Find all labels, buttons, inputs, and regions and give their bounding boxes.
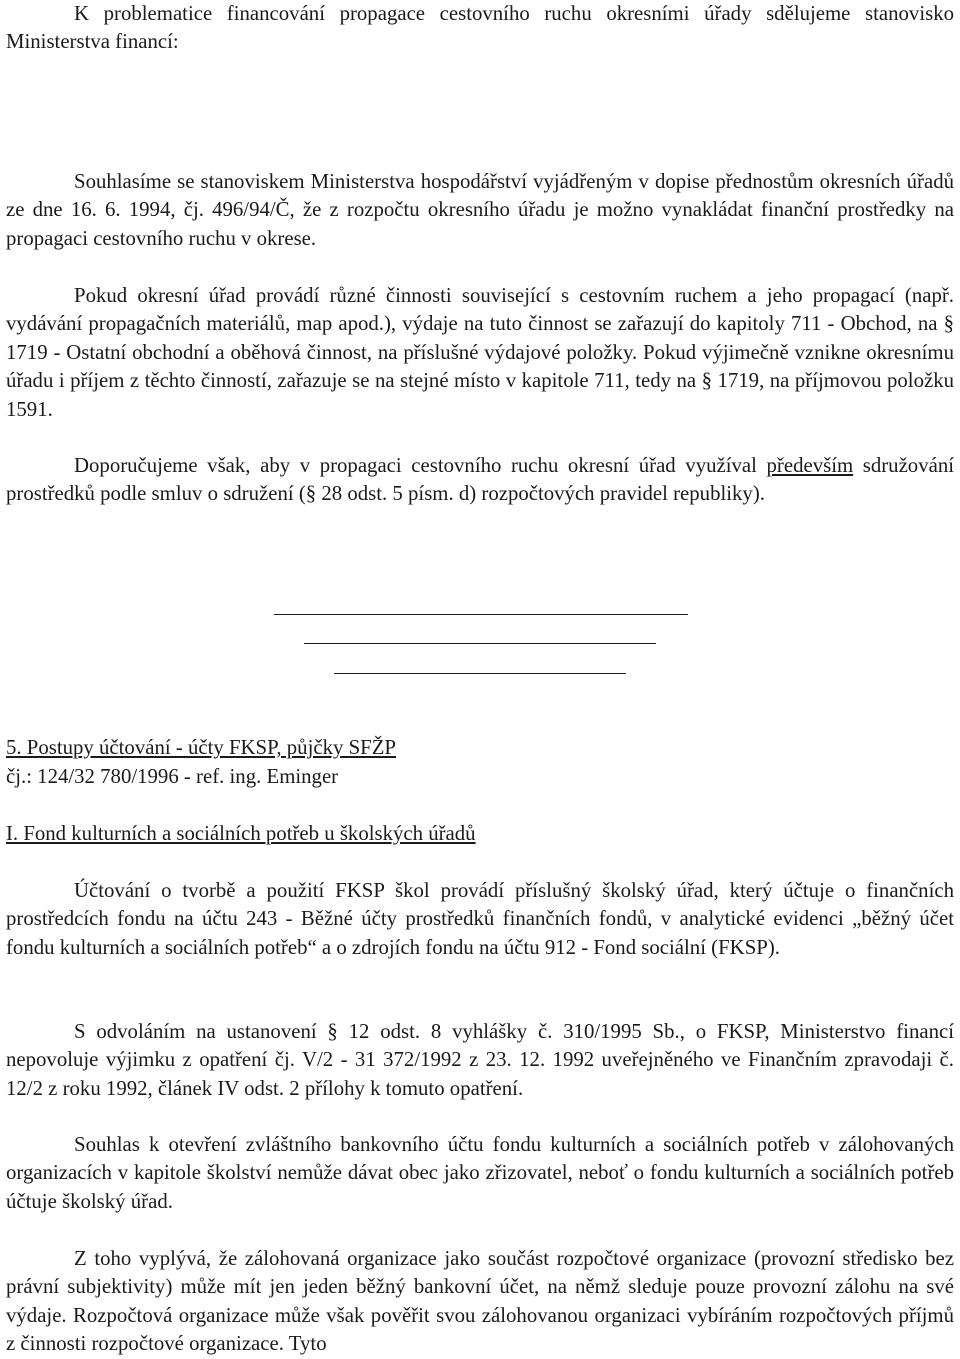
paragraph-conclusion: Z toho vyplývá, že zálohovaná organizace jako součást rozpočtové organizace (provozní středisko bez právní subjektivity) může mít jen jeden běžný bankovní účet, na němž sleduje pouze provozní zálohu na své výdaje. Rozpočtová organizace může však pověřit svou zálohovanou organizaci vybíráním rozpočtových příjmů z činnosti rozpočtové organizace. Tyto	[6, 1247, 954, 1356]
recommendation-text-start: Doporučujeme však, aby v propagaci cestovního ruchu okresní úřad využíval	[74, 454, 767, 477]
paragraph-intro: K problematice financování propagace cestovního ruchu okresními úřady sdělujeme stanovisko Ministerstva financí:	[6, 2, 954, 54]
paragraph-recommendation	[6, 452, 954, 509]
recommendation-emphasis: především	[766, 454, 854, 477]
paragraph-fksp-accounting: Účtování o tvorbě a použití FKSP škol provádí příslušný školský úřad, který účtuje o finančních prostředcích fondu na účtu 243 - Běžné účty prostředků finančních fondů, v analytické evidenci „běžný účet fondu kulturních a sociálních potřeb“ a o zdrojích fondu na účtu 912 - Fond sociální (FKSP).	[6, 879, 954, 959]
paragraph-bank-account: Souhlas k otevření zvláštního bankovního účtu fondu kulturních a sociálních potřeb v zálohovaných organizacích v kapitole školství nemůže dávat obec jako zřizovatel, neboť o fondu kulturních a sociálních potřeb účtuje školský úřad.	[6, 1133, 954, 1213]
subheading: I. Fond kulturních a sociálních potřeb u školských úřadů	[6, 822, 476, 845]
paragraph-activities: Pokud okresní úřad provádí různé činnosti související s cestovním ruchem a jeho propagací (např. vydávání propagačních materiálů, map apod.), výdaje na tuto činnost se zařazují do kapitoly 711 - Obchod, na § 1719 - Ostatní obchodní a oběhová činnost, na příslušné výdajové položky. Pokud výjimečně vznikne okresnímu úřadu i příjem z těchto činností, zařazuje se na stejné místo v kapitole 711, tedy na § 1719, na příjmovou položku 1591.	[6, 284, 954, 421]
separator-line-3	[334, 673, 626, 674]
separator-line-2	[304, 643, 656, 644]
recommendation-text-end: sdružování prostředků podle smluv o sdružení (§ 28 odst. 5 písm. d) rozpočtových pravidel republiky).	[6, 454, 955, 506]
paragraph-agreement: Souhlasíme se stanoviskem Ministerstva hospodářství vyjádřeným v dopise přednostům okresních úřadů ze dne 16. 6. 1994, čj. 496/94/Č, že z rozpočtu okresního úřadu je možno vynakládat finanční prostředky na propagaci cestovního ruchu v okrese.	[6, 170, 954, 250]
separator-line-1	[274, 614, 688, 615]
section-heading: 5. Postupy účtování - účty FKSP, půjčky SFŽP	[6, 736, 396, 759]
paragraph-fksp-exception: S odvoláním na ustanovení § 12 odst. 8 vyhlášky č. 310/1995 Sb., o FKSP, Ministerstvo financí nepovoluje výjimku z opatření čj. V/2 - 31 372/1992 z 23. 12. 1992 uveřejněného ve Finančním zpravodaji č. 12/2 z roku 1992, článek IV odst. 2 přílohy k tomuto opatření.	[6, 1020, 954, 1100]
reference-line: čj.: 124/32 780/1996 - ref. ing. Eminger	[6, 765, 339, 788]
